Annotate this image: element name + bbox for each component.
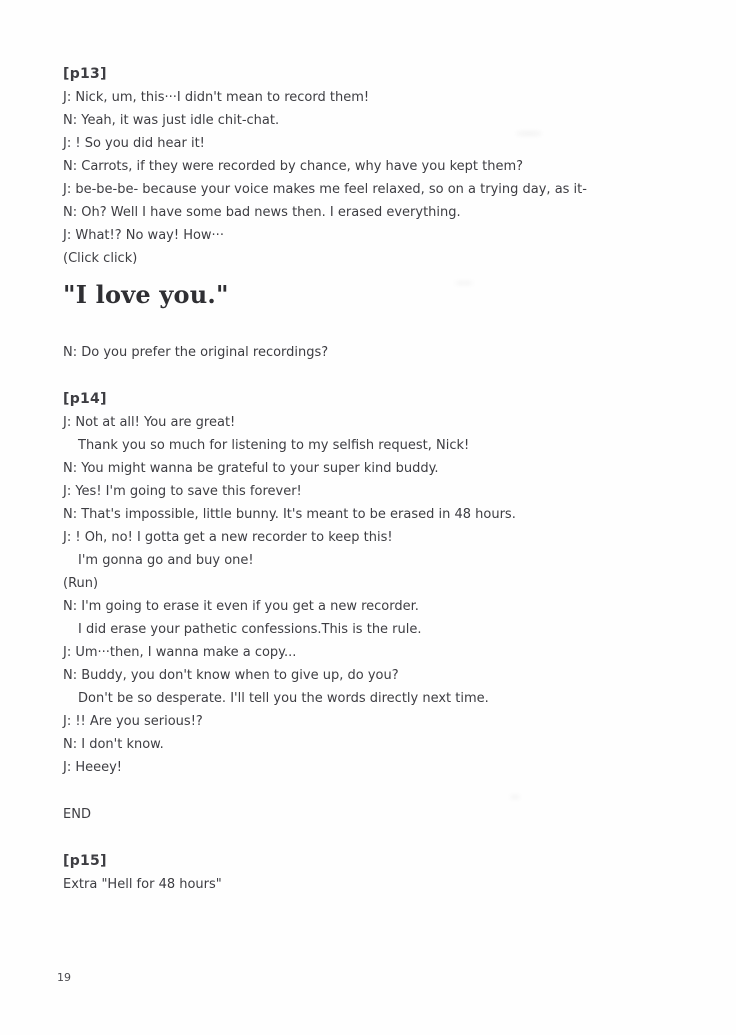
end-marker: END xyxy=(63,807,91,822)
script-body xyxy=(63,63,700,896)
dialogue-line: N: Buddy, you don't know when to give up, do you? xyxy=(63,668,399,683)
dialogue-line: J: Um···then, I wanna make a copy... xyxy=(63,645,297,660)
dialogue-line: N: Yeah, it was just idle chit-chat. xyxy=(63,113,280,128)
dialogue-line-continuation: I did erase your pathetic confessions.This is the rule. xyxy=(78,622,422,637)
dialogue-line-continuation: Thank you so much for listening to my selfish request, Nick! xyxy=(78,438,470,453)
dialogue-line: N: You might wanna be grateful to your super kind buddy. xyxy=(63,461,439,476)
dialogue-line-continuation: I'm gonna go and buy one! xyxy=(78,553,254,568)
dialogue-line: J: be-be-be- because your voice makes me feel relaxed, so on a trying day, as it- xyxy=(63,182,587,197)
dialogue-line: (Run) xyxy=(63,576,99,591)
scan-artifact xyxy=(510,795,520,799)
dialogue-line: J: ! So you did hear it! xyxy=(63,136,205,151)
dialogue-line: Extra "Hell for 48 hours" xyxy=(63,877,222,892)
dialogue-line: N: Oh? Well I have some bad news then. I erased everything. xyxy=(63,205,461,220)
page-marker-heading: [p15] xyxy=(63,853,107,869)
quote-heading: "I love you." xyxy=(63,280,229,309)
page-marker-heading: [p13] xyxy=(63,66,107,82)
dialogue-line: (Click click) xyxy=(63,251,138,266)
scan-artifact xyxy=(516,131,542,136)
scan-artifact xyxy=(455,281,473,285)
dialogue-line: N: I'm going to erase it even if you get a new recorder. xyxy=(63,599,419,614)
dialogue-line: J: Not at all! You are great! xyxy=(63,415,236,430)
dialogue-line: J: Heeey! xyxy=(63,760,123,775)
dialogue-line-continuation: Don't be so desperate. I'll tell you the words directly next time. xyxy=(78,691,489,706)
dialogue-line: N: That's impossible, little bunny. It's meant to be erased in 48 hours. xyxy=(63,507,516,522)
dialogue-line: N: I don't know. xyxy=(63,737,164,752)
dialogue-line: J: Nick, um, this···I didn't mean to record them! xyxy=(63,90,370,105)
page-number: 19 xyxy=(57,971,71,984)
dialogue-line: N: Do you prefer the original recordings? xyxy=(63,345,329,360)
dialogue-line: J: !! Are you serious!? xyxy=(63,714,203,729)
dialogue-line: N: Carrots, if they were recorded by chance, why have you kept them? xyxy=(63,159,524,174)
dialogue-line: J: What!? No way! How··· xyxy=(63,228,224,243)
dialogue-line: J: ! Oh, no! I gotta get a new recorder to keep this! xyxy=(63,530,393,545)
page-marker-heading: [p14] xyxy=(63,391,107,407)
dialogue-line: J: Yes! I'm going to save this forever! xyxy=(63,484,302,499)
